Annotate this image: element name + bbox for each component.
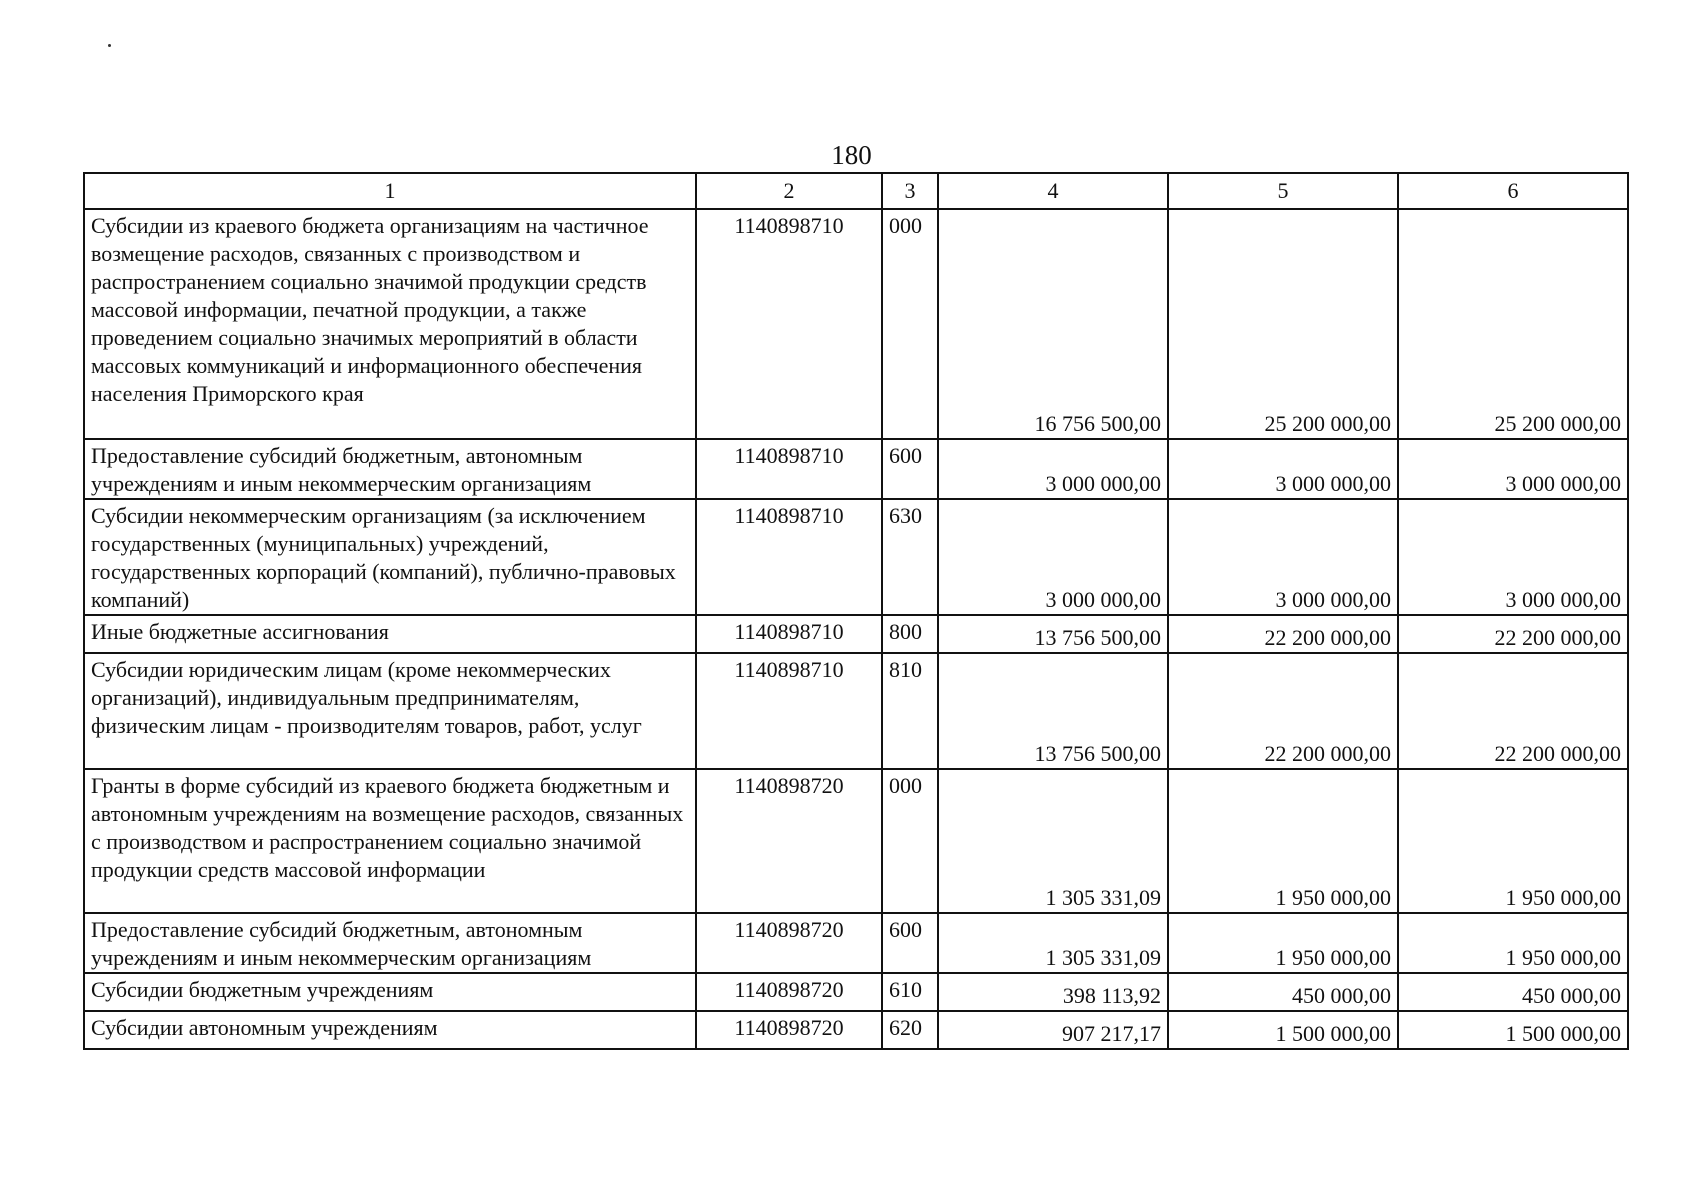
table-row [84, 653, 1628, 769]
amount-col6: 25 200 000,00 [1398, 209, 1628, 439]
page-number: 180 [831, 140, 872, 170]
row-description: Субсидии из краевого бюджета организациям на частичное возмещение расходов, связанных с производством и распространением социально значимой продукции средств массовой информации, печатной продукции, а также проведением социально значимых мероприятий в области массовых коммуникаций и информационного обеспечения населения Приморского края [84, 209, 696, 439]
amount-col4: 3 000 000,00 [938, 439, 1168, 499]
amount-col6: 3 000 000,00 [1398, 499, 1628, 615]
expense-type-code: 000 [882, 209, 938, 439]
header-row [84, 173, 1628, 209]
amount-col5: 1 950 000,00 [1168, 769, 1398, 913]
expense-type-code: 630 [882, 499, 938, 615]
row-description: Предоставление субсидий бюджетным, автономным учреждениям и иным некоммерческим организациям [84, 913, 696, 973]
target-code: 1140898720 [696, 973, 882, 1011]
row-description: Субсидии автономным учреждениям [84, 1011, 696, 1049]
expense-type-code: 620 [882, 1011, 938, 1049]
amount-col6: 1 500 000,00 [1398, 1011, 1628, 1049]
target-code: 1140898710 [696, 499, 882, 615]
column-header: 3 [882, 173, 938, 209]
table-row [84, 439, 1628, 499]
target-code: 1140898710 [696, 209, 882, 439]
amount-col5: 1 950 000,00 [1168, 913, 1398, 973]
column-header: 4 [938, 173, 1168, 209]
amount-col6: 3 000 000,00 [1398, 439, 1628, 499]
target-code: 1140898720 [696, 913, 882, 973]
amount-col6: 1 950 000,00 [1398, 769, 1628, 913]
column-header: 1 [84, 173, 696, 209]
table-row [84, 615, 1628, 653]
amount-col5: 3 000 000,00 [1168, 499, 1398, 615]
target-code: 1140898710 [696, 653, 882, 769]
amount-col5: 22 200 000,00 [1168, 653, 1398, 769]
amount-col4: 398 113,92 [938, 973, 1168, 1011]
row-description: Иные бюджетные ассигнования [84, 615, 696, 653]
expense-type-code: 800 [882, 615, 938, 653]
column-header: 2 [696, 173, 882, 209]
table-row [84, 1011, 1628, 1049]
amount-col6: 22 200 000,00 [1398, 615, 1628, 653]
budget-table [83, 172, 1629, 1050]
amount-col4: 1 305 331,09 [938, 769, 1168, 913]
row-description: Гранты в форме субсидий из краевого бюджета бюджетным и автономным учреждениям на возмещение расходов, связанных с производством и распространением социально значимой продукции средств массовой информации [84, 769, 696, 913]
row-description: Субсидии некоммерческим организациям (за исключением государственных (муниципальных) учреждений, государственных корпораций (компаний), публично-правовых компаний) [84, 499, 696, 615]
target-code: 1140898720 [696, 1011, 882, 1049]
target-code: 1140898710 [696, 615, 882, 653]
expense-type-code: 600 [882, 913, 938, 973]
amount-col4: 13 756 500,00 [938, 653, 1168, 769]
amount-col5: 22 200 000,00 [1168, 615, 1398, 653]
amount-col5: 3 000 000,00 [1168, 439, 1398, 499]
amount-col4: 1 305 331,09 [938, 913, 1168, 973]
amount-col4: 3 000 000,00 [938, 499, 1168, 615]
scan-speck [108, 44, 111, 47]
row-description: Субсидии бюджетным учреждениям [84, 973, 696, 1011]
column-header: 6 [1398, 173, 1628, 209]
table-row [84, 913, 1628, 973]
expense-type-code: 000 [882, 769, 938, 913]
table-row [84, 209, 1628, 439]
amount-col6: 450 000,00 [1398, 973, 1628, 1011]
amount-col5: 450 000,00 [1168, 973, 1398, 1011]
amount-col4: 907 217,17 [938, 1011, 1168, 1049]
amount-col6: 22 200 000,00 [1398, 653, 1628, 769]
amount-col4: 16 756 500,00 [938, 209, 1168, 439]
amount-col6: 1 950 000,00 [1398, 913, 1628, 973]
column-header: 5 [1168, 173, 1398, 209]
row-description: Предоставление субсидий бюджетным, автономным учреждениям и иным некоммерческим организациям [84, 439, 696, 499]
target-code: 1140898710 [696, 439, 882, 499]
table-row [84, 973, 1628, 1011]
expense-type-code: 810 [882, 653, 938, 769]
amount-col5: 1 500 000,00 [1168, 1011, 1398, 1049]
amount-col5: 25 200 000,00 [1168, 209, 1398, 439]
table-row [84, 769, 1628, 913]
table-row [84, 499, 1628, 615]
target-code: 1140898720 [696, 769, 882, 913]
amount-col4: 13 756 500,00 [938, 615, 1168, 653]
row-description: Субсидии юридическим лицам (кроме некоммерческих организаций), индивидуальным предпринимателям, физическим лицам - производителям товаров, работ, услуг [84, 653, 696, 769]
expense-type-code: 600 [882, 439, 938, 499]
expense-type-code: 610 [882, 973, 938, 1011]
